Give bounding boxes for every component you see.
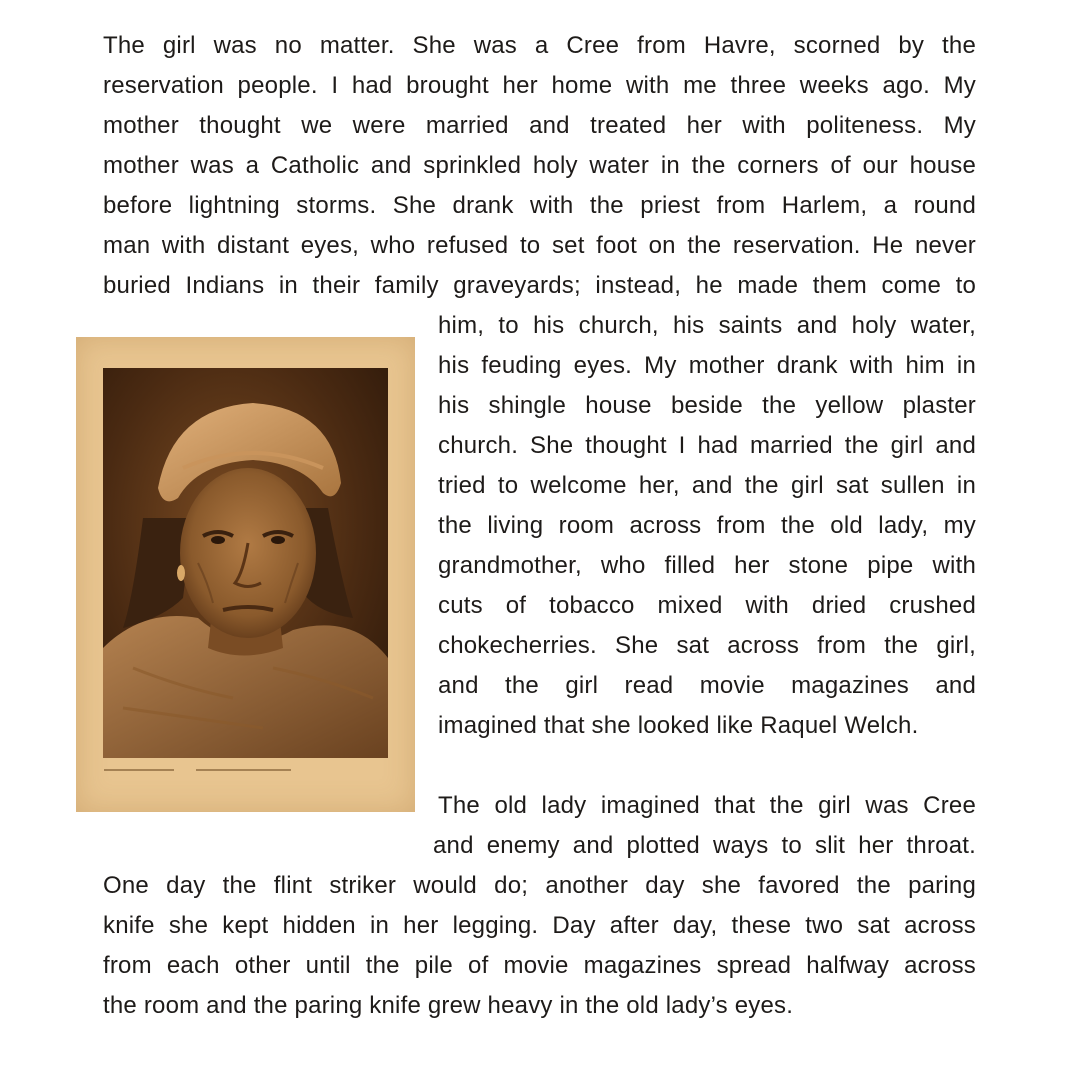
text-line: The old lady imagined that the girl was Cree: [438, 792, 976, 819]
sepia-portrait-photo: [103, 368, 388, 758]
text-line: mother thought we were married and treated her with politeness. My: [103, 112, 976, 139]
text-line: knife she kept hidden in her legging. Day after day, these two sat across: [103, 912, 976, 939]
text-line: cuts of tobacco mixed with dried crushed: [438, 592, 976, 619]
photo-caption-mark: [196, 765, 291, 775]
photo-caption-mark: [104, 765, 174, 775]
photo-plate: [76, 337, 415, 812]
text-line: chokecherries. She sat across from the girl,: [438, 632, 976, 659]
text-line: church. She thought I had married the girl and: [438, 432, 976, 459]
text-line: grandmother, who filled her stone pipe with: [438, 552, 976, 579]
text-line: and enemy and plotted ways to slit her throat.: [433, 832, 976, 859]
text-line: One day the flint striker would do; another day she favored the paring: [103, 872, 976, 899]
text-line: tried to welcome her, and the girl sat sullen in: [438, 472, 976, 499]
text-line: from each other until the pile of movie magazines spread halfway across: [103, 952, 976, 979]
text-line: the room and the paring knife grew heavy in the old lady’s eyes.: [103, 992, 794, 1019]
text-line: his feuding eyes. My mother drank with him in: [438, 352, 976, 379]
text-line: and the girl read movie magazines and: [438, 672, 976, 699]
text-line: buried Indians in their family graveyards; instead, he made them come to: [103, 272, 976, 299]
text-line: mother was a Catholic and sprinkled holy water in the corners of our house: [103, 152, 976, 179]
text-line: man with distant eyes, who refused to set foot on the reservation. He never: [103, 232, 976, 259]
text-line: before lightning storms. She drank with the priest from Harlem, a round: [103, 192, 976, 219]
text-line: his shingle house beside the yellow plaster: [438, 392, 976, 419]
text-line: the living room across from the old lady, my: [438, 512, 976, 539]
text-line: imagined that she looked like Raquel Welch.: [438, 712, 919, 739]
text-line: The girl was no matter. She was a Cree from Havre, scorned by the: [103, 32, 976, 59]
text-line: reservation people. I had brought her home with me three weeks ago. My: [103, 72, 976, 99]
text-line: him, to his church, his saints and holy water,: [438, 312, 976, 339]
